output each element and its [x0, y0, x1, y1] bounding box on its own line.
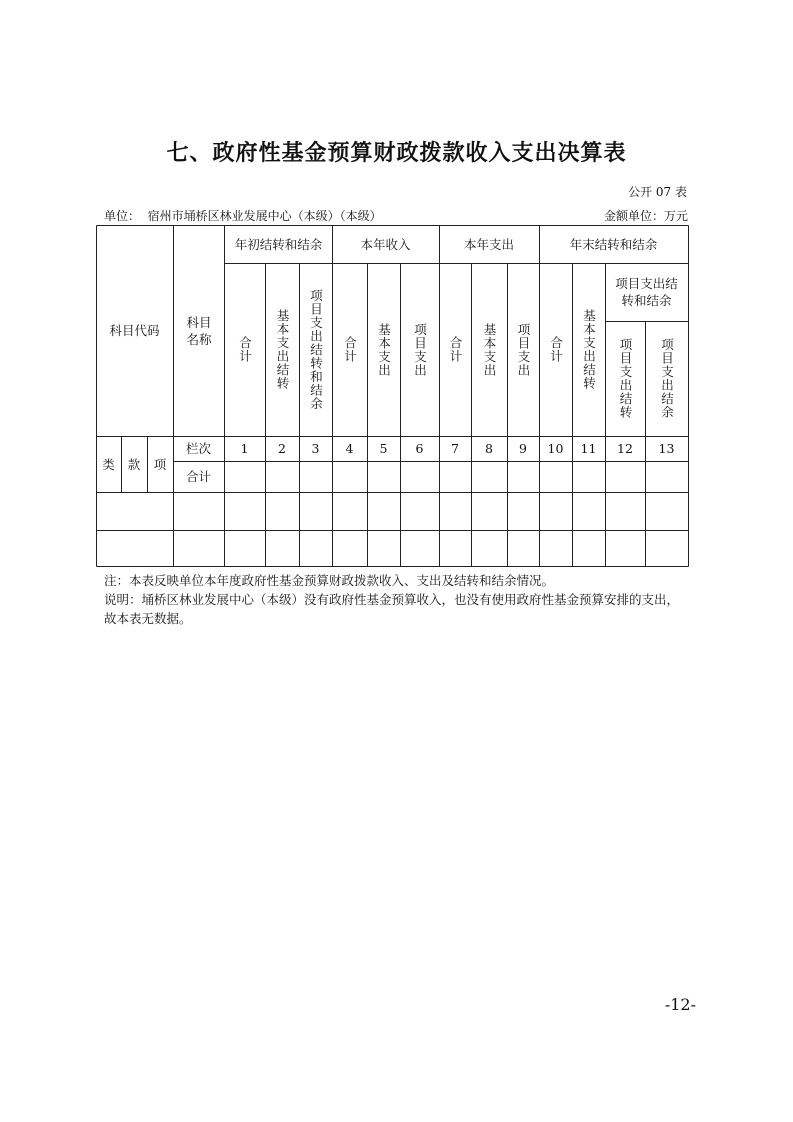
col-number: 8 — [485, 441, 493, 456]
unit-line — [104, 207, 688, 225]
row-total-label: 合计 — [185, 469, 211, 484]
header-group-income: 本年收入 — [360, 236, 411, 252]
col-number: 6 — [415, 441, 424, 456]
header-end-project-carry: 项目支出结转 — [618, 338, 633, 419]
col-number: 9 — [519, 441, 527, 456]
col-number: 4 — [345, 441, 354, 456]
page-number: -12- — [664, 995, 696, 1014]
unit-label: 单位： — [104, 209, 141, 223]
col-number: 3 — [311, 441, 320, 456]
header-group-end: 年末结转和结余 — [569, 236, 658, 252]
header-group-begin: 年初结转和结余 — [234, 236, 323, 252]
col-number: 13 — [658, 441, 675, 456]
note-line: 注：本表反映单位本年度政府性基金预算财政拨款收入、支出及结转和结余情况。 — [104, 573, 555, 588]
header-income-total: 合计 — [342, 336, 358, 363]
col-number: 10 — [547, 441, 564, 456]
header-group-expense: 本年支出 — [463, 236, 514, 252]
header-expense-basic: 基本支出 — [482, 322, 497, 377]
unit-info — [104, 207, 382, 224]
col-number: 1 — [240, 441, 249, 456]
col-number: 2 — [278, 441, 286, 456]
row-label-kind: 类 — [102, 456, 115, 472]
row-seq-label: 栏次 — [185, 441, 211, 456]
note-line: 说明：埇桥区林业发展中心（本级）没有政府性基金预算收入，也没有使用政府性基金预算安排的支出，故本表无数据。 — [104, 592, 680, 626]
col-number: 5 — [379, 441, 388, 456]
table-notes — [104, 571, 688, 628]
header-expense-total: 合计 — [448, 336, 463, 363]
unit-name: 宿州市埇桥区林业发展中心（本级）（本级） — [147, 209, 382, 223]
header-expense-project: 项目支出 — [516, 322, 531, 377]
row-label-item: 项 — [153, 456, 167, 472]
page-title: 七、政府性基金预算财政拨款收入支出决算表 — [166, 141, 627, 166]
header-end-total: 合计 — [548, 336, 564, 363]
header-income-basic: 基本支出 — [376, 322, 392, 377]
col-number: 7 — [451, 441, 459, 456]
header-end-project-surplus: 项目支出结余 — [659, 338, 675, 419]
header-subject-code: 科目代码 — [109, 323, 160, 338]
header-begin-project-carry: 项目支出结转和结余 — [308, 288, 324, 411]
col-number: 11 — [580, 441, 597, 456]
header-end-project-group: 项目支出结转和结余 — [615, 276, 678, 308]
amount-unit: 金额单位：万元 — [603, 209, 688, 223]
form-number: 公开 07 表 — [628, 185, 687, 199]
header-begin-basic-carry: 基本支出结转 — [275, 309, 290, 390]
header-begin-total: 合计 — [237, 336, 253, 363]
header-income-project: 项目支出 — [412, 322, 428, 377]
row-label-section: 款 — [127, 456, 141, 472]
col-number: 12 — [617, 441, 633, 456]
header-end-basic-carry: 基本支出结转 — [581, 309, 597, 390]
header-subject-name: 科目名称 — [186, 314, 212, 347]
